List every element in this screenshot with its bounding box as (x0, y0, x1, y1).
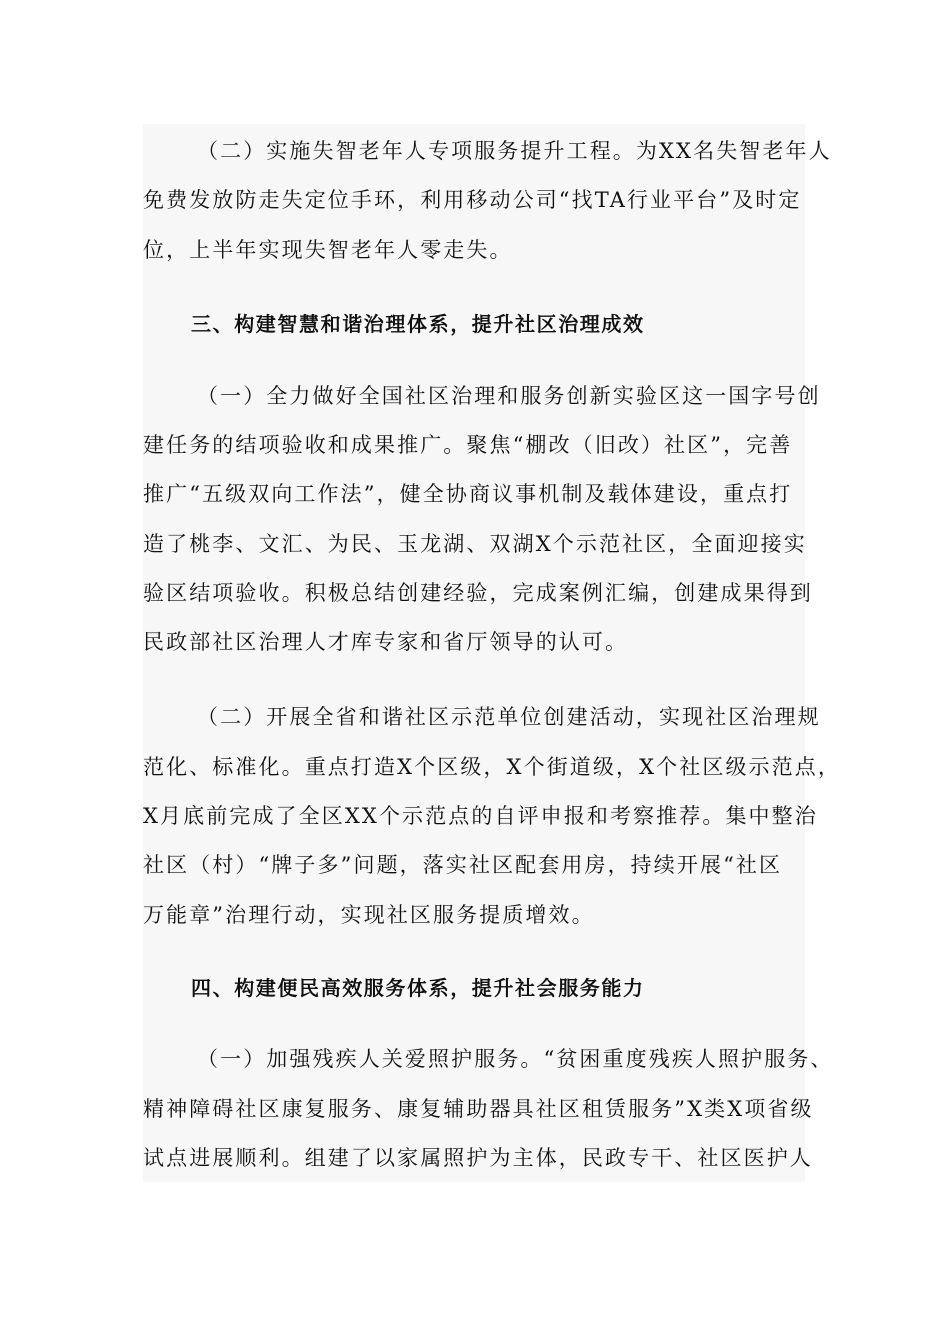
paragraph-line: （一）全力做好全国社区治理和服务创新实验区这一国字号创 (197, 384, 821, 408)
paragraph-line: 试点进展顺利。组建了以家属照护为主体，民政专干、社区医护人 (143, 1146, 813, 1170)
paragraph-line: 建任务的结项验收和成果推广。聚焦“棚改（旧改）社区”，完善 (143, 433, 793, 457)
paragraph-line: 社区（村）“牌子多”问题，落实社区配套用房，持续开展“社区 (143, 853, 783, 877)
paragraph-line: 免费发放防走失定位手环，利用移动公司“找TA行业平台”及时定 (143, 188, 802, 212)
paragraph-line: （一）加强残疾人关爱照护服务。“贫困重度残疾人照护服务、 (197, 1047, 834, 1071)
paragraph-line: 位，上半年实现失智老年人零走失。 (143, 238, 513, 262)
paragraph-line: X月底前完成了全区XX个示范点的自评申报和考察推荐。集中整治 (143, 804, 818, 828)
paragraph-line: 造了桃李、文汇、为民、玉龙湖、双湖X个示范社区，全面迎接实 (143, 532, 807, 556)
paragraph-line: 万能章”治理行动，实现社区服务提质增效。 (143, 903, 595, 927)
paragraph-line: （二）开展全省和谐社区示范单位创建活动，实现社区治理规 (197, 705, 821, 729)
document-body (143, 124, 841, 1182)
paragraph-line: 民政部社区治理人才库专家和省厅领导的认可。 (143, 630, 629, 654)
paragraph-line: 推广“五级双向工作法”，健全协商议事机制及载体建设，重点打 (143, 482, 793, 506)
section-heading: 四、构建便民高效服务体系，提升社会服务能力 (191, 976, 645, 1000)
paragraph-line: （二）实施失智老年人专项服务提升工程。为XX名失智老年人 (197, 139, 832, 163)
paragraph-line: 精神障碍社区康复服务、康复辅助器具社区租赁服务”X类X项省级 (143, 1097, 814, 1121)
paragraph-line: 验区结项验收。积极总结创建经验，完成案例汇编，创建成果得到 (143, 581, 813, 605)
paragraph-line: 范化、标准化。重点打造X个区级，X个街道级，X个社区级示范点， (143, 755, 841, 779)
section-heading: 三、构建智慧和谐治理体系，提升社区治理成效 (191, 312, 645, 336)
